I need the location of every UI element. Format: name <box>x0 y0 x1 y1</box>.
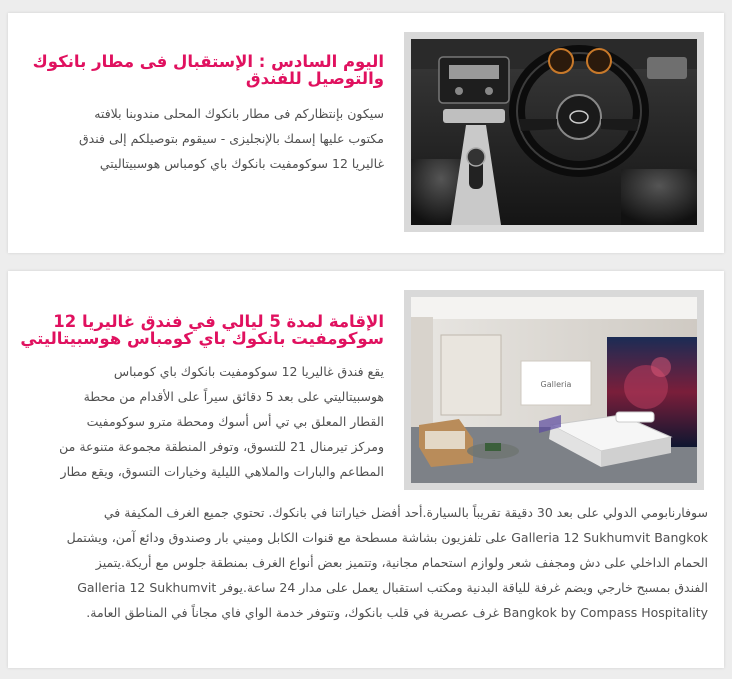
card-title <box>32 52 384 88</box>
itinerary-card-hotel-stay <box>8 271 724 668</box>
title-line: سوكومفيت بانكوك باي كومباس هوسبيتاليتي <box>20 329 384 348</box>
hotel-room-photo-icon <box>411 297 697 483</box>
description-line: المطاعم والبارات والملاهي الليلية وخيارات التسوق، ويقع مطار <box>60 464 384 479</box>
description-line: مكتوب عليها إسمك بالإنجليزى - سيقوم بتوصيلكم إلى فندق <box>78 131 384 146</box>
itinerary-card-day6 <box>8 13 724 253</box>
description-line: غاليريا 12 سوكومفيت بانكوك باي كومباس هوسبيتاليتي <box>99 156 384 171</box>
card-description-lower <box>14 500 708 625</box>
description-line: القطار المعلق بي تي أس أسوك ومحطة مترو سوكومفيت <box>86 414 384 429</box>
title-line: والتوصيل للفندق <box>245 69 384 88</box>
description-line: Bangkok by Compass Hospitality غرف عصرية في قلب بانكوك، وتتوفر خدمة الواي فاي مجاناً في المناطق العامة. <box>86 605 708 620</box>
description-line: سوفارنابومي الدولي على بعد 30 دقيقة تقريباً بالسيارة.أحد أفضل خياراتنا في بانكوك. تحتوي جميع الغرف المكيفة في <box>103 505 708 520</box>
description-line: الفندق بمسبح خارجي ويضم غرفة للياقة البدنية ومكتب استقبال يعمل على مدار 24 ساعة.يوفر Galleria 12 Sukhumvit <box>77 580 708 595</box>
title-line: الإقامة لمدة 5 ليالي في فندق غاليريا 12 <box>53 312 384 331</box>
description-line: سيكون بإنتظاركم فى مطار بانكوك المحلى مندوبنا بلافته <box>94 106 384 121</box>
description-line: Galleria 12 Sukhumvit Bangkok على تلفزيون بشاشة مسطحة مع قنوات الكابل وميني بار وصندوق ودائع آمن، ويشتمل <box>66 530 708 545</box>
car-interior-photo-icon <box>411 39 697 225</box>
description-line: الحمام الداخلي على دش ومجفف شعر ولوازم استحمام مجانية، وتتميز بعض أنواع الغرف بمنطقة جلوس مع أريكة.يتميز <box>95 555 708 570</box>
description-line: هوسبيتاليتي على بعد 5 دقائق سيراً على الأقدام من محطة <box>83 389 384 404</box>
description-line: يقع فندق غاليريا 12 سوكومفيت بانكوك باي كومباس <box>113 364 384 379</box>
hotel-room-image <box>404 290 704 490</box>
svg-text:Galleria: Galleria <box>540 380 572 389</box>
description-line: ومركز تيرمنال 21 للتسوق، وتوفر المنطقة مجموعة متنوعة من <box>59 439 384 454</box>
card-description-upper <box>59 359 384 484</box>
car-interior-image <box>404 32 704 232</box>
card-title <box>20 312 384 348</box>
title-line: اليوم السادس : الإستقبال فى مطار بانكوك <box>32 52 384 71</box>
card-description <box>66 101 384 176</box>
